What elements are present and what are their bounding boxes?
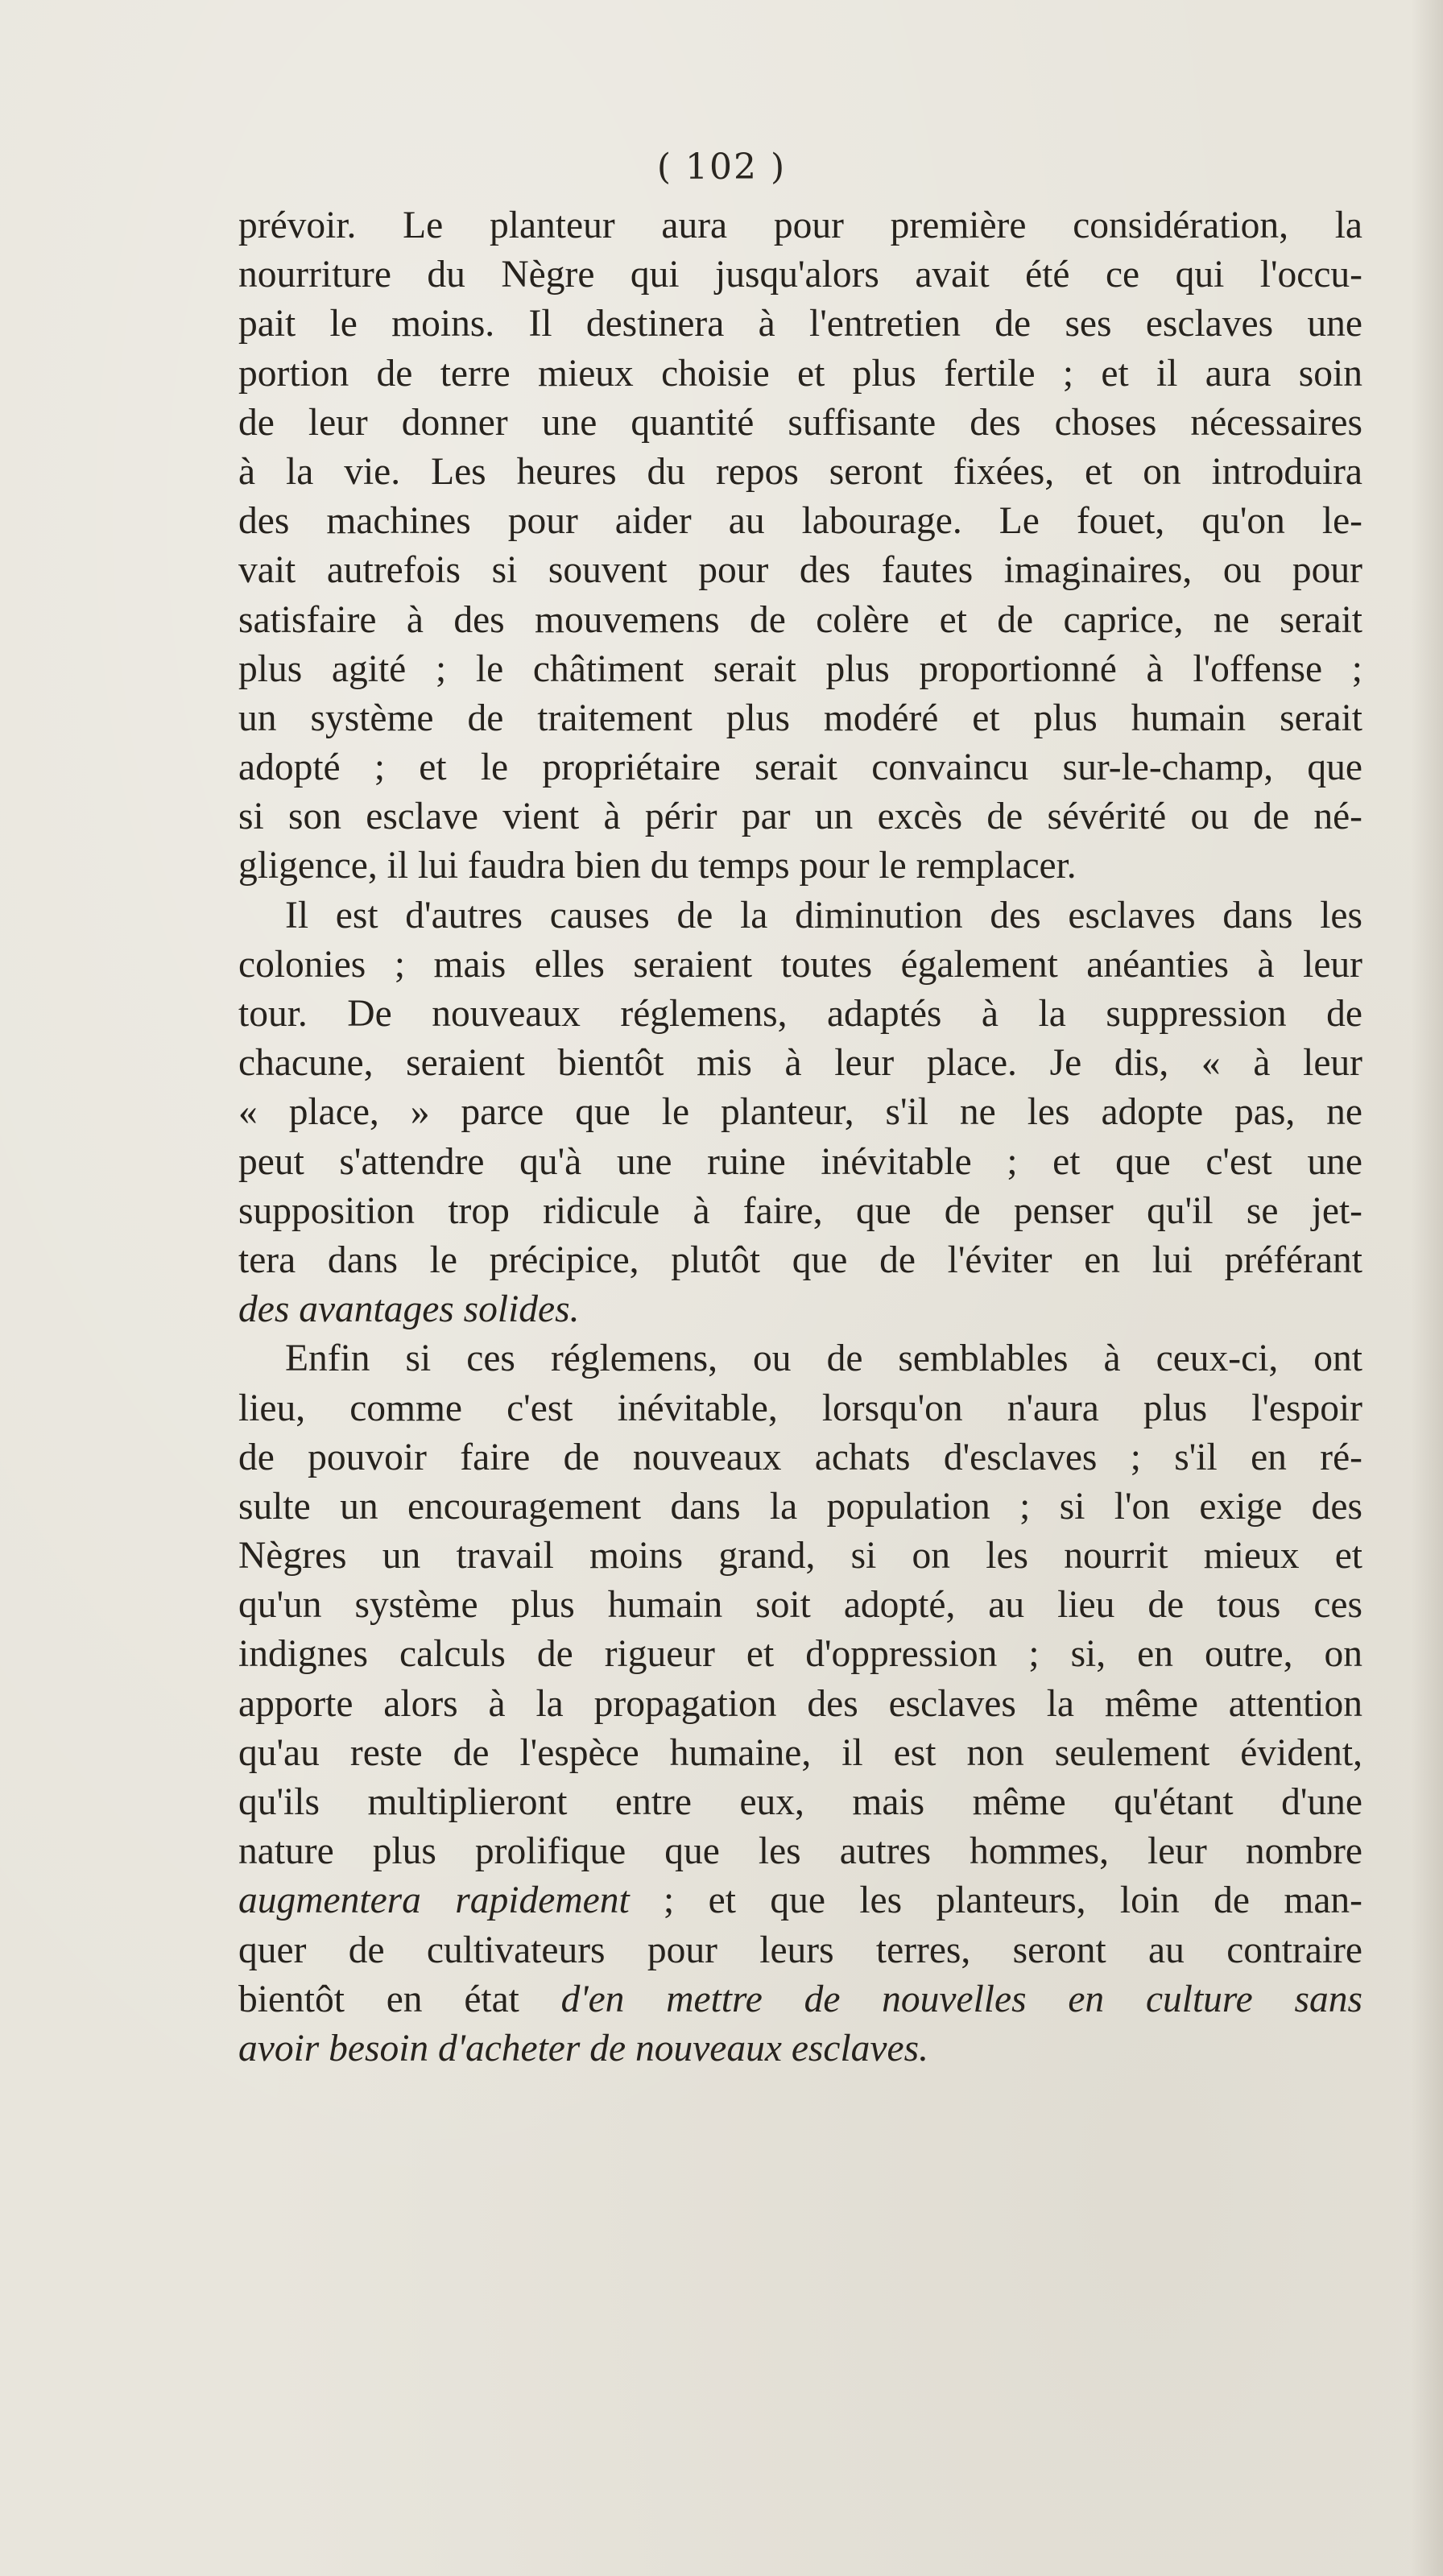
- body-text: [238, 201, 1362, 2074]
- text-line: à la vie. Les heures du repos seront fixées, et on introduira: [238, 450, 1362, 493]
- text-line: Enfin si ces réglemens, ou de semblables à ceux-ci, ont: [285, 1338, 1362, 1380]
- text-line: [238, 1975, 1362, 2024]
- text-line: qu'un système plus humain soit adopté, au lieu de tous ces: [238, 1584, 1362, 1627]
- text-line: nature plus prolifique que les autres hommes, leur nombre: [238, 1830, 1362, 1873]
- text-segment: ; et que les planteurs, loin de man-: [629, 1879, 1363, 1922]
- text-line: nourriture du Nègre qui jusqu'alors avait été ce qui l'occu-: [238, 254, 1362, 296]
- page-number: ( 102 ): [656, 147, 787, 188]
- italic-segment: augmentera rapidement: [238, 1879, 630, 1922]
- text-line: Nègres un travail moins grand, si on les nourrit mieux et: [238, 1535, 1362, 1577]
- text-line: [238, 1876, 1362, 1925]
- text-line: qu'ils multiplieront entre eux, mais même qu'étant d'une: [238, 1781, 1362, 1823]
- text-line: avoir besoin d'acheter de nouveaux esclaves.: [238, 2027, 928, 2069]
- text-line: satisfaire à des mouvemens de colère et de caprice, ne serait: [238, 598, 1362, 641]
- text-line: lieu, comme c'est inévitable, lorsqu'on n'aura plus l'espoir: [238, 1387, 1362, 1429]
- text-line: adopté ; et le propriétaire serait convaincu sur-le-champ, que: [238, 746, 1362, 789]
- text-line: si son esclave vient à périr par un excès de sévérité ou de né-: [238, 796, 1362, 838]
- text-line: tera dans le précipice, plutôt que de l'éviter en lui préférant: [238, 1238, 1362, 1281]
- text-line: vait autrefois si souvent pour des fautes imaginaires, ou pour: [238, 549, 1362, 592]
- text-line: de leur donner une quantité suffisante des choses nécessaires: [238, 401, 1362, 444]
- text-line: portion de terre mieux choisie et plus fertile ; et il aura soin: [238, 352, 1362, 395]
- text-line: un système de traitement plus modéré et plus humain serait: [238, 697, 1362, 739]
- text-line: chacune, seraient bientôt mis à leur place. Je dis, « à leur: [238, 1042, 1362, 1085]
- text-line: indignes calculs de rigueur et d'oppression ; si, en outre, on: [238, 1633, 1362, 1676]
- text-line: apporte alors à la propagation des esclaves la même attention: [238, 1682, 1362, 1725]
- page-edge-shadow: [1411, 0, 1443, 2576]
- text-line: qu'au reste de l'espèce humaine, il est non seulement évident,: [238, 1731, 1362, 1774]
- text-segment: bientôt en état: [238, 1978, 561, 2020]
- text-line: pait le moins. Il destinera à l'entretien de ses esclaves une: [238, 303, 1362, 345]
- text-line: des avantages solides.: [238, 1288, 580, 1331]
- italic-segment: d'en mettre de nouvelles en culture sans: [560, 1978, 1362, 2020]
- text-line: plus agité ; le châtiment serait plus proportionné à l'offense ;: [238, 647, 1362, 690]
- text-line: tour. De nouveaux réglemens, adaptés à la suppression de: [238, 993, 1362, 1035]
- text-line: Il est d'autres causes de la diminution des esclaves dans les: [285, 894, 1362, 937]
- text-line: prévoir. Le planteur aura pour première considération, la: [238, 205, 1362, 246]
- text-line: de pouvoir faire de nouveaux achats d'esclaves ; s'il en ré-: [238, 1436, 1362, 1478]
- text-line: gligence, il lui faudra bien du temps pour le remplacer.: [238, 845, 1077, 887]
- text-line: sulte un encouragement dans la population ; si l'on exige des: [238, 1485, 1362, 1528]
- text-line: des machines pour aider au labourage. Le fouet, qu'on le-: [238, 500, 1362, 543]
- text-line: peut s'attendre qu'à une ruine inévitable ; et que c'est une: [238, 1140, 1362, 1183]
- text-line: quer de cultivateurs pour leurs terres, seront au contraire: [238, 1929, 1362, 1971]
- text-line: colonies ; mais elles seraient toutes également anéanties à leur: [238, 943, 1362, 986]
- text-line: supposition trop ridicule à faire, que de penser qu'il se jet-: [238, 1189, 1362, 1232]
- text-line: « place, » parce que le planteur, s'il ne les adopte pas, ne: [238, 1091, 1362, 1134]
